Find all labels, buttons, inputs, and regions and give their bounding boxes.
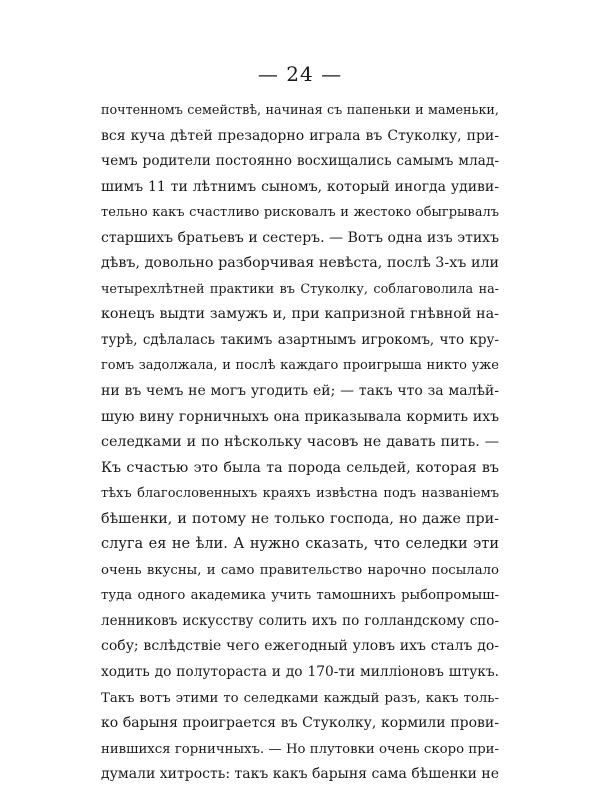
text-line: вся куча дѣтей презадорно играла въ Стуколку, при- [101, 127, 499, 144]
text-line: ко барыня проиграется въ Стуколку, кормили прови- [101, 715, 499, 732]
text-line: собу; вслѣдствіе чего ежегодный уловъ ихъ сталъ до- [101, 638, 499, 655]
text-line: ленниковъ искусству солить ихъ по голландскому спо- [101, 612, 499, 629]
text-line: ни въ чемъ не могъ угодить ей; — такъ что за малѣй- [101, 383, 499, 400]
text-line: Такъ вотъ этими то селедками каждый разъ, какъ толь- [101, 690, 499, 706]
text-line: дѣвъ, довольно разборчивая невѣста, послѣ 3-хъ или [101, 255, 499, 272]
text-line: шую вину горничныхъ она приказывала кормить ихъ [101, 408, 499, 425]
text-line: Къ счастью это была та порода сельдей, которая въ [101, 459, 499, 476]
text-line: нившихся горничныхъ. — Но плутовки очень скоро при- [101, 741, 499, 757]
text-line: очень вкусны, и само правительство нарочно посылало [101, 562, 499, 578]
text-line: тельно какъ счастливо рисковалъ и жестоко обыгрывалъ [101, 205, 499, 221]
text-line: бѣшенки, и потому не только господа, но даже при- [101, 510, 499, 527]
text-line: шимъ 11 ти лѣтнимъ сыномъ, который иногда удиви- [101, 178, 499, 195]
text-line: конецъ выдти замужъ и, при капризной гнѣвной на- [101, 306, 499, 323]
text-line: думали хитрость: такъ какъ барыня сама бѣшенки не [101, 766, 499, 783]
text-line: слуга ея не ѣли. А нужно сказать, что селедки эти [101, 536, 499, 553]
page-number: — 24 — [257, 62, 343, 86]
text-line: почтенномъ семействѣ, начиная съ папеньки и маменьки, [101, 103, 499, 118]
text-line: старшихъ братьевъ и сестеръ. — Вотъ одна изъ этихъ [101, 229, 499, 246]
text-line: тѣхъ благословенныхъ краяхъ извѣстна подъ названіемъ [101, 486, 499, 502]
text-line: ходить до полутораста и до 170-ти милліоновъ штукъ. [101, 664, 499, 681]
text-line: гомъ задолжала, и послѣ каждаго проигрыша никто уже [101, 358, 499, 374]
text-line: четырехлѣтней практики въ Стуколку, соблаговолила на- [101, 281, 499, 297]
text-line: турѣ, сдѣлалась такимъ азартнымъ игрокомъ, что кру- [101, 331, 499, 348]
text-line: селедками и по нѣскольку часовъ не давать пить. — [101, 434, 499, 451]
text-line: чемъ родители постоянно восхищались самымъ млад- [101, 153, 499, 170]
body-text [101, 98, 499, 788]
text-line: туда одного академика учить тамошнихъ рыбопромыш- [101, 588, 499, 604]
